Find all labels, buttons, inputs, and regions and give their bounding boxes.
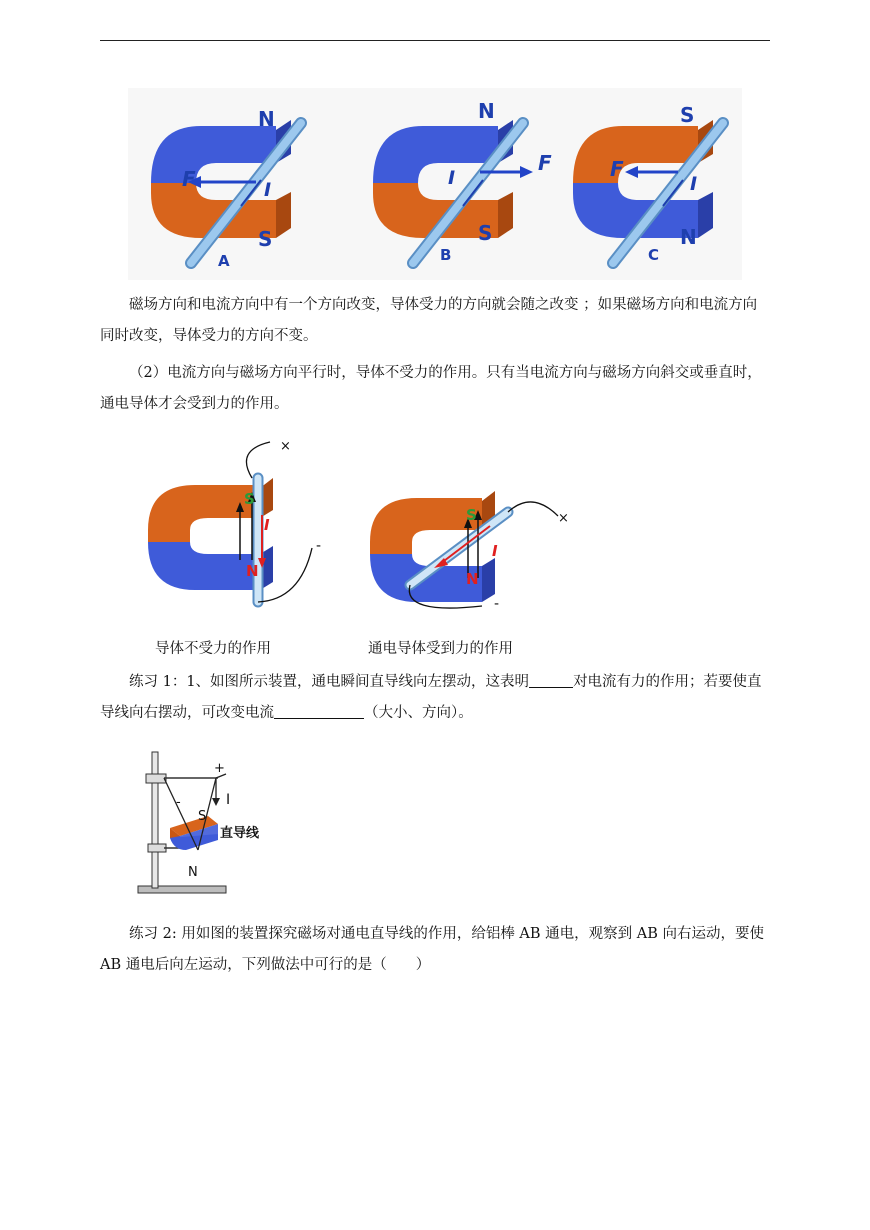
figure-top xyxy=(128,88,742,280)
middle-right-top-pole: S xyxy=(466,506,477,524)
exercise-2: 练习 2: 用如图的装置探究磁场对通电直导线的作用，给铝棒 AB 通电，观察到 AB 向右运动，要使 AB 通电后向左运动，下列做法中可行的是（ ） xyxy=(100,926,765,973)
panel-c-id: C xyxy=(648,246,660,264)
exercise-1-part-c: （大小、方向）。 xyxy=(364,705,473,721)
panel-a-id: A xyxy=(218,252,230,270)
caption-right: 通电导体受到力的作用 xyxy=(368,641,513,657)
middle-right-bottom-pole: N xyxy=(466,570,479,588)
panel-c-top-pole: S xyxy=(680,103,695,127)
paragraph-2: （2）电流方向与磁场方向平行时，导体不受力的作用。只有当电流方向与磁场方向斜交或垂直时，通电导体才会受到力的作用。 xyxy=(100,365,762,412)
exercise-1-blank-2[interactable] xyxy=(274,704,364,719)
middle-right-plus: × xyxy=(558,511,569,526)
panel-c-current-label: I xyxy=(690,173,698,195)
ex1-current: I xyxy=(226,792,231,808)
paragraph-1: 磁场方向和电流方向中有一个方向改变，导体受力的方向就会随之改变 ；如果磁场方向和电流方向同时改变，导体受力的方向不变。 xyxy=(100,297,758,344)
panel-b-id: B xyxy=(440,246,452,264)
panel-b-force-label: F xyxy=(538,151,552,175)
panel-a-current-label: I xyxy=(264,179,272,201)
middle-right-current: I xyxy=(492,542,498,560)
figure-exercise-1 xyxy=(136,750,286,900)
caption-left: 导体不受力的作用 xyxy=(155,641,271,657)
header-rule xyxy=(100,40,770,41)
panel-b-top-pole: N xyxy=(478,99,495,123)
middle-left-top-pole: S xyxy=(244,490,255,508)
figure-middle xyxy=(140,430,600,620)
ex1-minus: - xyxy=(176,795,181,810)
exercise-1-part-b: 对电流有力的作用；若要使直导线向右摆动，可改变电流 xyxy=(100,674,762,721)
middle-left-plus: × xyxy=(280,439,291,454)
panel-c-bottom-pole: N xyxy=(680,225,697,249)
ex1-wire-label: 直导线 xyxy=(220,826,260,841)
middle-left-current: I xyxy=(264,516,270,534)
panel-a-top-pole: N xyxy=(258,107,275,131)
panel-b-current-label: I xyxy=(448,167,456,189)
exercise-1-part-a: 练习 1：1、如图所示装置，通电瞬间直导线向左摆动，这表明 xyxy=(129,674,530,690)
middle-left xyxy=(148,439,321,602)
middle-left-minus: - xyxy=(316,538,322,554)
panel-b-bottom-pole: S xyxy=(478,221,493,245)
exercise-1 xyxy=(100,667,770,729)
panel-a-force-label: F xyxy=(182,167,196,191)
exercise-1-blank-1[interactable] xyxy=(529,673,573,688)
panel-a-bottom-pole: S xyxy=(258,227,273,251)
middle-right-minus: - xyxy=(494,596,500,612)
ex1-plus: + xyxy=(214,761,225,776)
middle-right xyxy=(370,491,569,612)
panel-c-force-label: F xyxy=(610,157,624,181)
middle-left-bottom-pole: N xyxy=(246,562,259,580)
ex1-top-pole: S xyxy=(198,809,207,824)
ex1-bottom-pole: N xyxy=(188,865,198,880)
